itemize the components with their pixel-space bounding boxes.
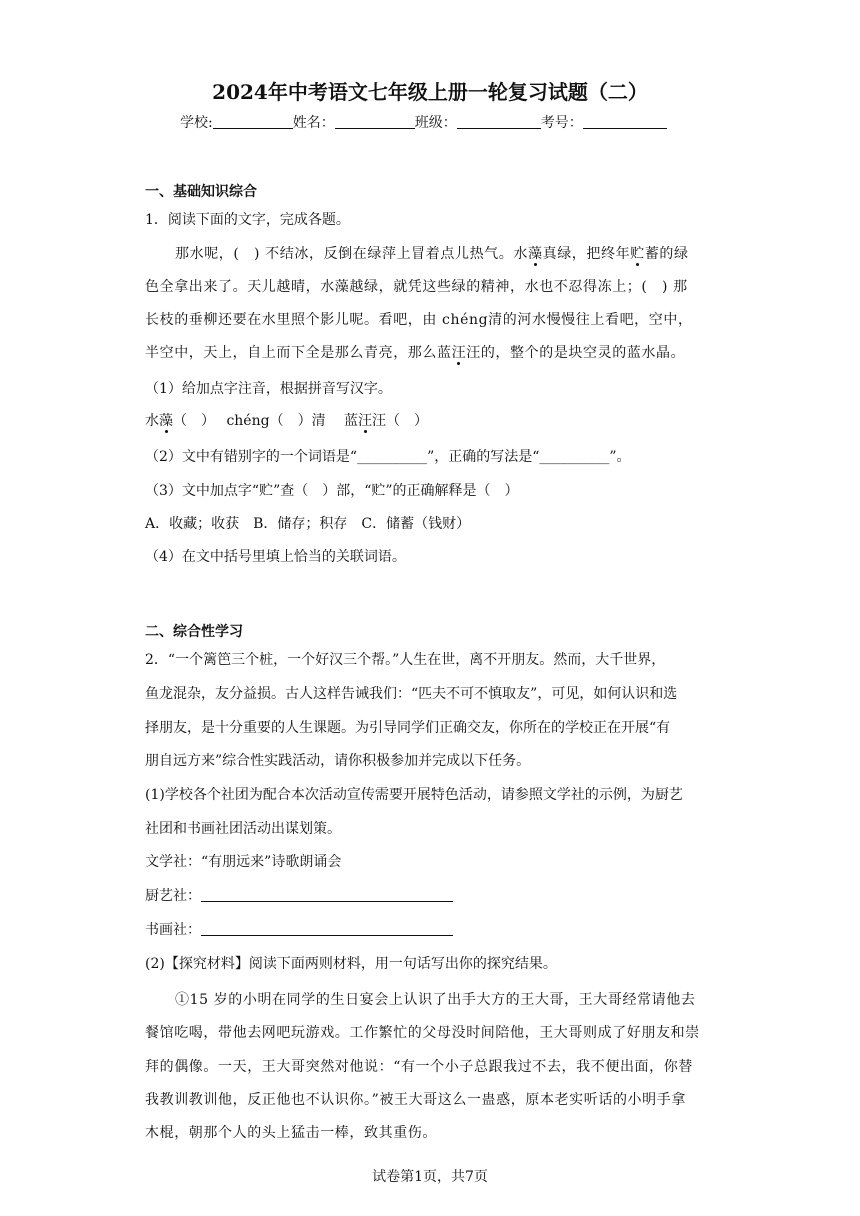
task-1-line-2: 社团和书画社团活动出谋划策。 xyxy=(145,821,341,837)
passage-line-2: 色全拿出来了。天儿越晴，水藻越绿，就凭这些绿的精神，水也不忍得冻上；( ) 那 xyxy=(145,279,688,295)
section-1-title: 一、基础知识综合 xyxy=(145,184,257,200)
dotted-char: 汪 xyxy=(358,413,373,429)
cooking-club-line xyxy=(145,885,453,905)
school-label: 学校: xyxy=(180,115,213,131)
question-1-stem: 1．阅读下面的文字，完成各题。 xyxy=(145,212,350,228)
text-span: 汪的，整个的是块空灵的蓝水晶。 xyxy=(466,345,686,361)
dotted-char: 贮 xyxy=(630,246,645,262)
school-blank xyxy=(213,114,293,129)
literature-club-example: 文学社：“有朋远来”诗歌朗诵会 xyxy=(145,854,342,870)
text-span: 半空中，天上，自上而下全是那么青亮，那么蓝 xyxy=(145,345,452,361)
question-2-line-2: 鱼龙混杂，友分益损。古人这样告诫我们：“匹夫不可不慎取友”，可见，如何认识和选 xyxy=(145,686,678,702)
name-blank xyxy=(335,114,415,129)
subquestion-1-items xyxy=(145,410,428,430)
cooking-club-blank xyxy=(201,887,453,902)
dotted-char: 汪 xyxy=(451,345,467,361)
subquestion-2: （2）文中有错别字的一个词语是“__________”，正确的写法是“__________”。 xyxy=(145,449,631,465)
painting-club-blank xyxy=(201,921,453,936)
class-label: 班级： xyxy=(414,115,457,131)
subquestion-4: （4）在文中括号里填上恰当的关联词语。 xyxy=(145,549,406,565)
material-1-line-4: 我教训教训他，反正他也不认识你。”被王大哥这么一蛊惑，原本老实听话的小明手拿 xyxy=(145,1092,686,1108)
task-1-line-1: (1)学校各个社团为配合本次活动宣传需要开展特色活动，请参照文学社的示例，为厨艺 xyxy=(145,787,683,803)
student-info-line xyxy=(180,112,667,132)
text-span: 水 xyxy=(145,413,159,429)
passage-line-4 xyxy=(145,342,685,362)
section-2-title: 二、综合性学习 xyxy=(145,624,243,640)
name-label: 姓名： xyxy=(292,115,335,131)
text-span: 那水呢，( ) 不结冰，反倒在绿萍上冒着点儿热气。水 xyxy=(175,246,528,262)
text-span: （ ） chéng（ ）清 蓝 xyxy=(173,413,359,429)
material-1-line-3: 拜的偶像。一天，王大哥突然对他说：“有一个小子总跟我过不去，我不便出面，你替 xyxy=(145,1059,693,1075)
dotted-char: 藻 xyxy=(527,246,543,262)
task-2: (2)【探究材料】阅读下面两则材料，用一句话写出你的探究结果。 xyxy=(145,956,557,972)
passage-line-1 xyxy=(175,243,689,263)
question-2-line-4: 朋自远方来”综合性实践活动，请你积极参加并完成以下任务。 xyxy=(145,753,531,769)
subquestion-3-options: A．收藏；收获 B．储存；积存 C．储蓄（钱财） xyxy=(145,516,471,532)
dotted-char: 藻 xyxy=(159,413,173,429)
material-1-line-2: 餐馆吃喝，带他去网吧玩游戏。工作繁忙的父母没时间陪他，王大哥则成了好朋友和崇 xyxy=(145,1025,700,1041)
subquestion-3: （3）文中加点字“贮”查（ ）部，“贮”的正确解释是（ ） xyxy=(145,483,519,499)
number-blank xyxy=(583,114,667,129)
class-blank xyxy=(457,114,541,129)
passage-line-3: 长枝的垂柳还要在水里照个影儿呢。看吧，由 chéng清的河水慢慢往上看吧，空中， xyxy=(145,312,693,328)
text-span: 蓄的绿 xyxy=(644,246,689,262)
question-2-line-3: 择朋友，是十分重要的人生课题。为引导同学们正确交友，你所在的学校正在开展“有 xyxy=(145,720,671,736)
text-span: 汪（ ） xyxy=(372,413,429,429)
question-2-line-1: 2．“一个篱笆三个桩，一个好汉三个帮。”人生在世，离不开朋友。然而，大千世界， xyxy=(145,652,666,668)
subquestion-1: （1）给加点字注音，根据拼音写汉字。 xyxy=(145,381,392,397)
page-footer: 试卷第1页，共7页 xyxy=(372,1169,488,1185)
cooking-club-label: 厨艺社： xyxy=(145,888,201,904)
material-1-line-1: ①15 岁的小明在同学的生日宴会上认识了出手大方的王大哥，王大哥经常请他去 xyxy=(175,992,696,1008)
text-span: 真绿，把终年 xyxy=(542,246,631,262)
painting-club-label: 书画社： xyxy=(145,922,201,938)
page-title: 2024年中考语文七年级上册一轮复习试题（二） xyxy=(212,80,648,104)
painting-club-line xyxy=(145,919,453,939)
number-label: 考号： xyxy=(540,115,583,131)
material-1-line-5: 木棍，朝那个人的头上猛击一棒，致其重伤。 xyxy=(145,1125,437,1141)
